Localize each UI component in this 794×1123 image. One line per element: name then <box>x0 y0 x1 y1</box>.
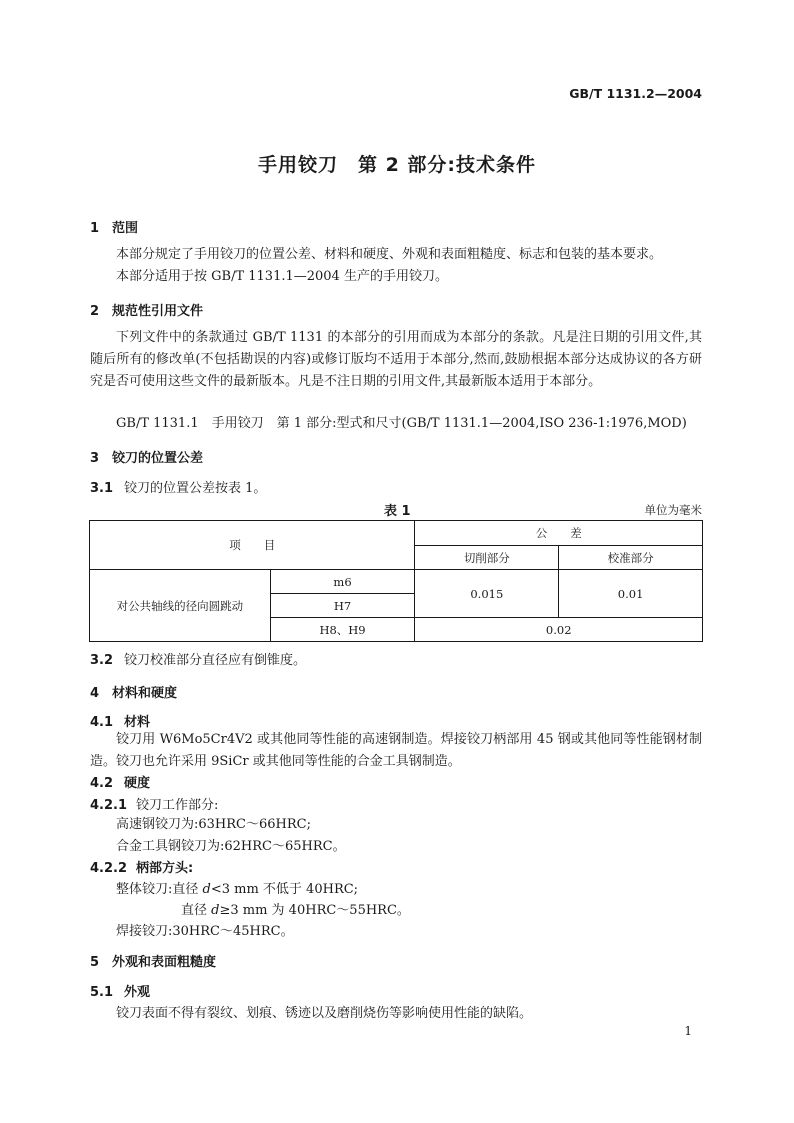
section-title: 外观和表面粗糙度 <box>112 955 217 970</box>
shank-welded-line: 焊接铰刀:30HRC～45HRC。 <box>116 924 294 939</box>
normative-reference-item: GB/T 1131.1 手用铰刀 第 1 部分:型式和尺寸(GB/T 1131.1—2004,ISO 236-1:1976,MOD) <box>116 416 687 431</box>
shank-large-diameter-line <box>181 899 410 918</box>
section-number: 3 <box>90 451 100 466</box>
clause-5-1-heading <box>90 981 150 1000</box>
clause-number: 4.2 <box>90 776 114 791</box>
clause-number: 4.2.1 <box>90 798 128 813</box>
clause-number: 5.1 <box>90 985 114 1000</box>
table-caption: 表 1 <box>384 504 411 519</box>
section-5-heading <box>90 951 216 970</box>
grade-cell: H7 <box>270 594 415 618</box>
scope-paragraph-2: 本部分适用于按 GB/T 1131.1—2004 生产的手用铰刀。 <box>116 269 448 284</box>
header-item: 项 目 <box>90 521 415 570</box>
clause-number: 4.1 <box>90 715 114 730</box>
header-cutting-part: 切削部分 <box>415 546 559 570</box>
section-number: 5 <box>90 955 100 970</box>
clause-title: 外观 <box>124 985 151 1000</box>
section-title: 范围 <box>112 221 139 236</box>
clause-4-2-heading <box>90 772 150 791</box>
hardness-hss-line: 高速钢铰刀为:63HRC～66HRC; <box>116 817 311 832</box>
grade-cell: m6 <box>270 570 415 594</box>
section-number: 2 <box>90 304 100 319</box>
section-2-heading <box>90 300 203 319</box>
section-number: 4 <box>90 686 100 701</box>
clause-4-2-1-heading <box>90 794 218 813</box>
scope-paragraph-1: 本部分规定了手用铰刀的位置公差、材料和硬度、外观和表面粗糙度、标志和包装的基本要求。 <box>116 247 663 262</box>
diameter-variable: d <box>211 903 220 918</box>
section-4-heading <box>90 682 177 701</box>
clause-title: 硬度 <box>124 776 151 791</box>
table-unit: 单位为毫米 <box>644 503 702 517</box>
row-label-radial-runout: 对公共轴线的径向圆跳动 <box>90 570 271 642</box>
shank-solid-line <box>116 878 358 897</box>
value-cutting-m6-h7: 0.015 <box>415 570 559 618</box>
clause-number: 3.1 <box>90 481 114 496</box>
header-calibrating-part: 校准部分 <box>559 546 703 570</box>
header-tolerance: 公 差 <box>415 521 703 546</box>
grade-cell: H8、H9 <box>270 618 415 642</box>
clause-text: 铰刀的位置公差按表 1。 <box>124 481 267 496</box>
clause-title: 材料 <box>124 715 151 730</box>
section-number: 1 <box>90 221 100 236</box>
section-3-heading <box>90 447 203 466</box>
section-title: 规范性引用文件 <box>112 304 204 319</box>
clause-4-2-2-heading <box>90 857 193 876</box>
page-number: 1 <box>684 1024 692 1038</box>
materials-paragraph: 铰刀用 W6Mo5Cr4V2 或其他同等性能的高速钢制造。焊接铰刀柄部用 45 钢或其他同等性能钢材制造。铰刀也允许采用 9SiCr 或其他同等性能的合金工具钢制造。 <box>90 732 702 769</box>
text-segment: ≥3 mm 为 40HRC～55HRC。 <box>219 903 410 918</box>
section-title: 铰刀的位置公差 <box>112 451 204 466</box>
clause-title: 铰刀工作部分: <box>136 798 219 813</box>
normative-references-paragraph: 下列文件中的条款通过 GB/T 1131 的本部分的引用而成为本部分的条款。凡是注日期的引用文件,其随后所有的修改单(不包括勘误的内容)或修订版均不适用于本部分,然而,鼓励根据本部分达成协议的各方研究是否可使用这些文件的最新版本。凡是不注日期的引用文件,其最新版本适用于本部分。 <box>90 330 702 389</box>
position-tolerance-table <box>89 520 703 642</box>
section-1-heading <box>90 217 138 236</box>
text-segment: <3 mm 不低于 40HRC; <box>210 882 359 897</box>
document-title: 手用铰刀 第 2 部分:技术条件 <box>257 154 537 176</box>
text-segment: 直径 <box>181 903 212 918</box>
value-h8-h9: 0.02 <box>415 618 703 642</box>
section-title: 材料和硬度 <box>112 686 178 701</box>
diameter-variable: d <box>202 882 211 897</box>
text-segment: 整体铰刀:直径 <box>116 882 203 897</box>
clause-number: 4.2.2 <box>90 861 128 876</box>
standard-code: GB/T 1131.2—2004 <box>569 86 702 101</box>
clause-4-1-heading <box>90 711 150 730</box>
appearance-paragraph: 铰刀表面不得有裂纹、划痕、锈迹以及磨削烧伤等影响使用性能的缺陷。 <box>116 1006 533 1021</box>
hardness-alloy-line: 合金工具钢铰刀为:62HRC～65HRC。 <box>116 839 346 854</box>
clause-title: 柄部方头: <box>136 861 194 876</box>
value-calibrating-m6-h7: 0.01 <box>559 570 703 618</box>
clause-3-2 <box>90 649 306 668</box>
clause-3-1 <box>90 477 266 496</box>
clause-number: 3.2 <box>90 653 114 668</box>
clause-text: 铰刀校准部分直径应有倒锥度。 <box>124 653 307 668</box>
